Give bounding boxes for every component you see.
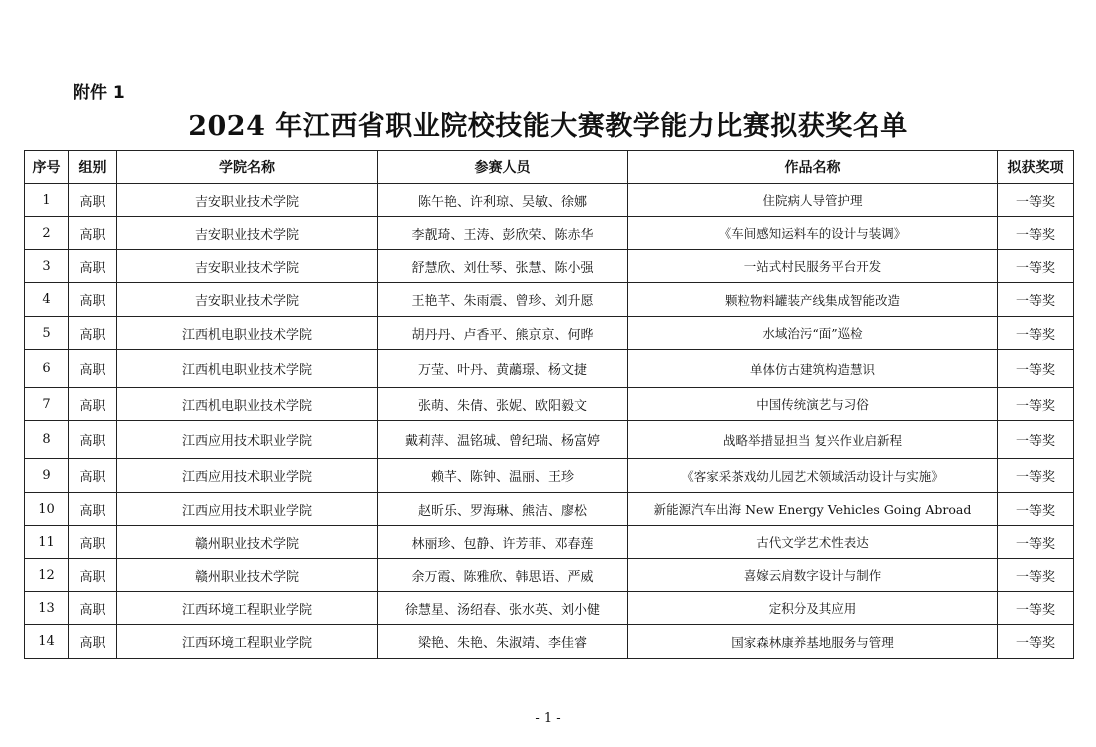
cell-college: 江西机电职业技术学院 [117,350,378,388]
cell-participants: 余万霞、陈雅欣、韩思语、严威 [378,559,628,592]
cell-work-title: 定积分及其应用 [628,592,998,625]
cell-award: 一等奖 [998,217,1074,250]
cell-work-title: 《客家采茶戏幼儿园艺术领域活动设计与实施》 [628,459,998,493]
cell-group: 高职 [69,459,117,493]
cell-index: 12 [25,559,69,592]
table-row [25,526,1074,559]
cell-college: 江西环境工程职业学院 [117,625,378,659]
table-row [25,388,1074,421]
header-group: 组别 [69,151,117,184]
award-table [24,150,1074,659]
cell-award: 一等奖 [998,350,1074,388]
table-row [25,625,1074,659]
cell-award: 一等奖 [998,388,1074,421]
table-row [25,250,1074,283]
page-number: - 1 - [535,711,561,726]
cell-participants: 舒慧欣、刘仕琴、张慧、陈小强 [378,250,628,283]
cell-group: 高职 [69,283,117,317]
table-row [25,184,1074,217]
cell-participants: 徐慧星、汤绍春、张水英、刘小健 [378,592,628,625]
table-row [25,421,1074,459]
cell-index: 3 [25,250,69,283]
attachment-label: 附件 1 [73,83,125,103]
cell-index: 4 [25,283,69,317]
cell-award: 一等奖 [998,421,1074,459]
cell-college: 吉安职业技术学院 [117,184,378,217]
cell-work-title: 喜嫁云肩数字设计与制作 [628,559,998,592]
cell-work-title: 住院病人导管护理 [628,184,998,217]
cell-index: 14 [25,625,69,659]
cell-index: 9 [25,459,69,493]
cell-participants: 戴莉萍、温铭珹、曾纪瑞、杨富婷 [378,421,628,459]
header-index: 序号 [25,151,69,184]
cell-participants: 张萌、朱倩、张妮、欧阳毅文 [378,388,628,421]
cell-group: 高职 [69,250,117,283]
cell-group: 高职 [69,184,117,217]
cell-group: 高职 [69,592,117,625]
table-row [25,559,1074,592]
cell-work-title: 一站式村民服务平台开发 [628,250,998,283]
table-body [25,184,1074,659]
cell-award: 一等奖 [998,592,1074,625]
cell-college: 吉安职业技术学院 [117,283,378,317]
table-row [25,350,1074,388]
cell-work-title: 新能源汽车出海 New Energy Vehicles Going Abroad [628,493,998,526]
document-title: 2024 年江西省职业院校技能大赛教学能力比赛拟获奖名单 [188,111,908,142]
header-award: 拟获奖项 [998,151,1074,184]
cell-award: 一等奖 [998,283,1074,317]
cell-participants: 陈午艳、许利琼、吴敏、徐娜 [378,184,628,217]
cell-college: 江西应用技术职业学院 [117,493,378,526]
cell-award: 一等奖 [998,559,1074,592]
cell-award: 一等奖 [998,317,1074,350]
cell-group: 高职 [69,317,117,350]
cell-participants: 胡丹丹、卢香平、熊京京、何晔 [378,317,628,350]
cell-index: 2 [25,217,69,250]
cell-work-title: 《车间感知运料车的设计与装调》 [628,217,998,250]
cell-work-title: 古代文学艺术性表达 [628,526,998,559]
cell-participants: 梁艳、朱艳、朱淑靖、李佳睿 [378,625,628,659]
cell-college: 赣州职业技术学院 [117,559,378,592]
cell-college: 江西应用技术职业学院 [117,421,378,459]
table-row [25,493,1074,526]
table-row [25,592,1074,625]
cell-college: 吉安职业技术学院 [117,217,378,250]
cell-index: 11 [25,526,69,559]
cell-work-title: 颗粒物料罐装产线集成智能改造 [628,283,998,317]
cell-award: 一等奖 [998,184,1074,217]
cell-group: 高职 [69,625,117,659]
cell-group: 高职 [69,388,117,421]
cell-participants: 王艳芊、朱雨震、曾珍、刘升愿 [378,283,628,317]
cell-college: 江西机电职业技术学院 [117,317,378,350]
cell-award: 一等奖 [998,526,1074,559]
table-row [25,217,1074,250]
cell-award: 一等奖 [998,493,1074,526]
cell-group: 高职 [69,493,117,526]
cell-group: 高职 [69,526,117,559]
header-college: 学院名称 [117,151,378,184]
cell-group: 高职 [69,350,117,388]
cell-group: 高职 [69,421,117,459]
cell-college: 江西机电职业技术学院 [117,388,378,421]
cell-work-title: 国家森林康养基地服务与管理 [628,625,998,659]
cell-college: 赣州职业技术学院 [117,526,378,559]
table-row [25,459,1074,493]
cell-award: 一等奖 [998,459,1074,493]
table-row [25,317,1074,350]
cell-award: 一等奖 [998,625,1074,659]
cell-work-title: 水域治污“面”巡检 [628,317,998,350]
cell-index: 13 [25,592,69,625]
header-work-title: 作品名称 [628,151,998,184]
cell-work-title: 中国传统演艺与习俗 [628,388,998,421]
header-participants: 参赛人员 [378,151,628,184]
cell-index: 5 [25,317,69,350]
cell-participants: 赖芊、陈钟、温丽、王珍 [378,459,628,493]
cell-work-title: 战略举措显担当 复兴作业启新程 [628,421,998,459]
table-row [25,283,1074,317]
cell-work-title: 单体仿古建筑构造慧识 [628,350,998,388]
cell-index: 6 [25,350,69,388]
cell-participants: 万莹、叶丹、黄虉璟、杨文捷 [378,350,628,388]
cell-award: 一等奖 [998,250,1074,283]
cell-college: 江西环境工程职业学院 [117,592,378,625]
cell-index: 8 [25,421,69,459]
cell-index: 10 [25,493,69,526]
cell-college: 吉安职业技术学院 [117,250,378,283]
cell-index: 7 [25,388,69,421]
cell-participants: 赵昕乐、罗海琳、熊洁、廖松 [378,493,628,526]
table-header-row [25,151,1074,184]
cell-group: 高职 [69,217,117,250]
cell-participants: 林丽珍、包静、许芳菲、邓春莲 [378,526,628,559]
cell-group: 高职 [69,559,117,592]
cell-participants: 李靓琦、王涛、彭欣荣、陈赤华 [378,217,628,250]
cell-index: 1 [25,184,69,217]
cell-college: 江西应用技术职业学院 [117,459,378,493]
